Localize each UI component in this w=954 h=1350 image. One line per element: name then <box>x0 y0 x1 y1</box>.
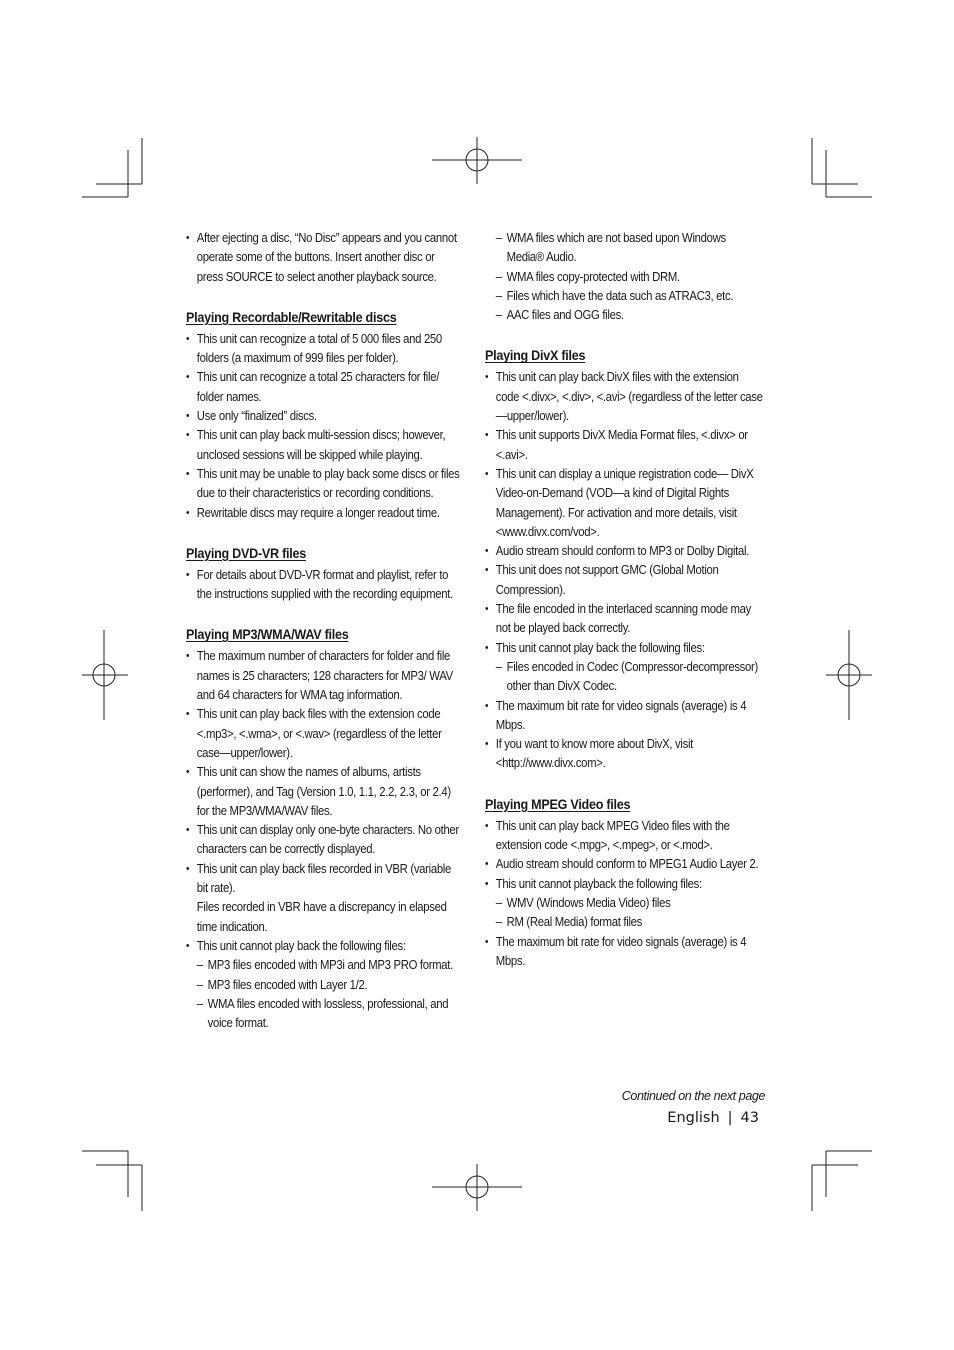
list-item: • The maximum bit rate for video signals (average) is 4 Mbps. <box>485 933 765 972</box>
list-item: • This unit supports DivX Media Format files, <.divx> or <.avi>. <box>485 426 765 465</box>
list-item: • The maximum bit rate for video signals (average) is 4 Mbps. <box>485 697 765 736</box>
list-item: • Rewritable discs may require a longer readout time. <box>186 504 462 523</box>
recordable-list <box>186 330 462 523</box>
list-item: • The file encoded in the interlaced scanning mode may not be played back correctly. <box>485 600 765 639</box>
divx-list <box>485 368 765 657</box>
list-item: • The maximum number of characters for folder and file names is 25 characters; 128 characters for MP3/ WAV and 64 characters for WMA tag information. <box>186 647 462 705</box>
dvd-vr-list <box>186 566 462 605</box>
left-column <box>186 229 462 1033</box>
dash-item: – MP3 files encoded with MP3i and MP3 PRO format. <box>196 958 453 973</box>
mpeg-cannot-list <box>485 894 765 933</box>
list-item: • This unit does not support GMC (Global Motion Compression). <box>485 561 765 600</box>
section-heading-recordable: Playing Recordable/Rewritable discs <box>186 308 397 325</box>
list-item: • After ejecting a disc, “No Disc” appears and you cannot operate some of the buttons. Insert another disc or press SOURCE to select another playback source. <box>186 229 462 287</box>
mpeg-list <box>485 817 765 894</box>
right-column <box>485 229 765 971</box>
continued-dash-list <box>485 229 765 325</box>
dash-item: – RM (Real Media) format files <box>495 915 643 930</box>
divx-cannot-list <box>485 658 765 697</box>
list-item: • This unit cannot playback the following files: <box>485 875 765 894</box>
vbr-note: Files recorded in VBR have a discrepancy in elapsed time indication. <box>196 900 447 934</box>
continued-note: Continued on the next page <box>621 1089 765 1103</box>
list-item: • This unit can display a unique registration code— DivX Video-on-Demand (VOD—a kind of Digital Rights Management). For activation and more details, visit <www.divx.com/vod>. <box>485 465 765 542</box>
page-number: 43 <box>740 1110 759 1126</box>
list-item: • This unit can play back multi-session discs; however, unclosed sessions will be skipped while playing. <box>186 426 462 465</box>
list-item: • If you want to know more about DivX, visit <http://www.divx.com>. <box>485 735 765 774</box>
mp3-cannot-list <box>186 956 462 1033</box>
intro-list <box>186 229 462 287</box>
dash-item: – Files which have the data such as ATRAC3, etc. <box>495 288 734 303</box>
list-item: • Audio stream should conform to MPEG1 Audio Layer 2. <box>485 855 765 874</box>
mpeg-list-2 <box>485 933 765 972</box>
list-item: • This unit may be unable to play back some discs or files due to their characteristics or recording conditions. <box>186 465 462 504</box>
list-item: • For details about DVD-VR format and playlist, refer to the instructions supplied with the recording equipment. <box>186 566 462 605</box>
vbr-text: • This unit can play back files recorded in VBR (variable bit rate). <box>196 861 452 896</box>
list-item: • This unit can play back MPEG Video files with the extension code <.mpg>, <.mpeg>, or <.mod>. <box>485 817 765 856</box>
page-footer <box>640 1110 759 1126</box>
section-heading-divx: Playing DivX files <box>485 347 586 364</box>
dash-item: – MP3 files encoded with Layer 1/2. <box>196 977 368 992</box>
list-item: • Audio stream should conform to MP3 or Dolby Digital. <box>485 542 765 561</box>
section-heading-dvd-vr: Playing DVD-VR files <box>186 544 306 561</box>
dash-item: – WMA files which are not based upon Windows Media® Audio. <box>495 231 726 265</box>
language-label: English <box>667 1110 720 1126</box>
dash-item: – Files encoded in Codec (Compressor-decompressor) other than DivX Codec. <box>495 659 758 694</box>
dash-item: – WMA files copy-protected with DRM. <box>495 269 680 284</box>
divx-list-2 <box>485 697 765 774</box>
section-heading-mpeg: Playing MPEG Video files <box>485 795 631 812</box>
list-item: • This unit can play back files with the extension code <.mp3>, <.wma>, or <.wav> (regardless of the letter case—upper/lower). <box>186 705 462 763</box>
dash-item: – WMV (Windows Media Video) files <box>495 895 671 910</box>
list-item: • This unit can recognize a total 25 characters for file/ folder names. <box>186 368 462 407</box>
list-item: • This unit can recognize a total of 5 000 files and 250 folders (a maximum of 999 files per folder). <box>186 330 462 369</box>
list-item: • This unit can display only one-byte characters. No other characters can be correctly displayed. <box>186 821 462 860</box>
list-item: • This unit can play back DivX files with the extension code <.divx>, <.div>, <.avi> (regardless of the letter case—upper/lower). <box>485 368 765 426</box>
dash-item: – AAC files and OGG files. <box>495 308 624 323</box>
footer-separator: | <box>727 1110 733 1126</box>
mp3-wma-wav-list <box>186 647 462 956</box>
list-item: • This unit can show the names of albums, artists (performer), and Tag (Version 1.0, 1.1, 2.2, 2.3, or 2.4) for the MP3/WMA/WAV files. <box>186 763 462 821</box>
list-item-vbr <box>186 860 462 937</box>
list-item: • This unit cannot play back the following files: <box>485 639 765 658</box>
dash-item: – WMA files encoded with lossless, professional, and voice format. <box>196 996 449 1031</box>
list-item: • Use only “finalized” discs. <box>186 407 462 426</box>
section-heading-mp3-wma-wav: Playing MP3/WMA/WAV files <box>186 626 349 643</box>
list-item: • This unit cannot play back the following files: <box>186 937 462 956</box>
